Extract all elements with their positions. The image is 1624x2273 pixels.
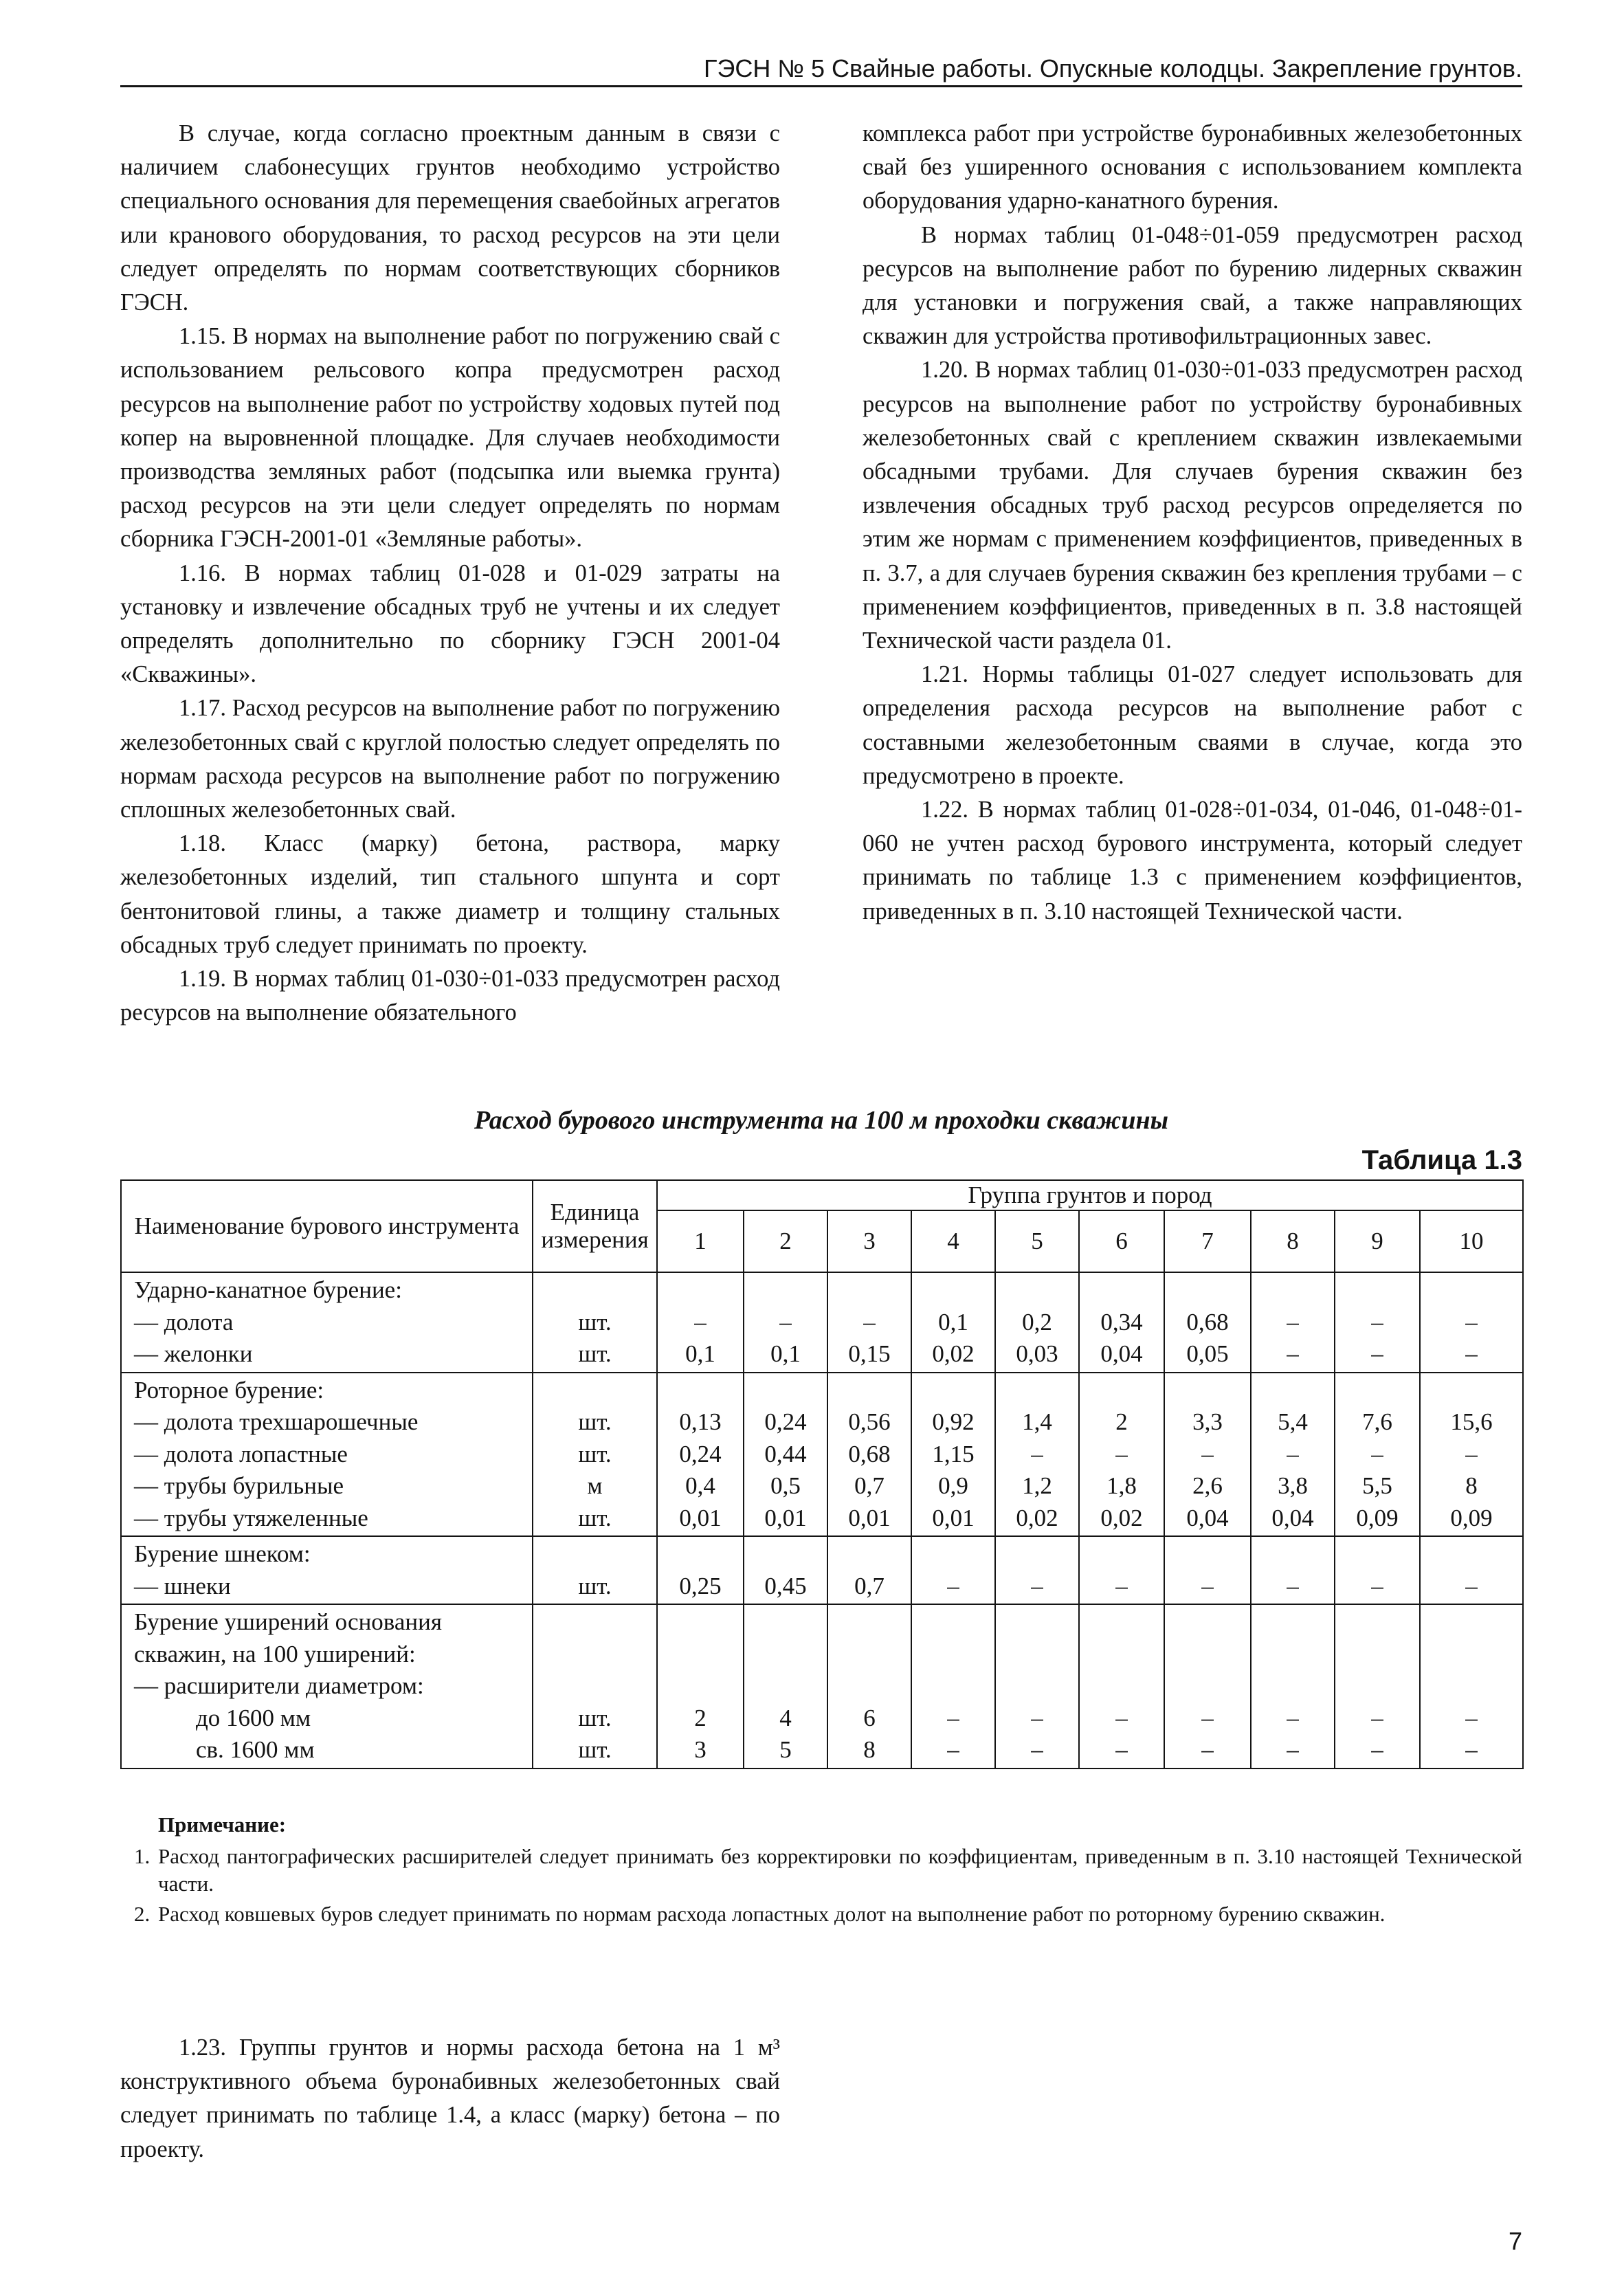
value: – <box>1201 1704 1214 1731</box>
header-soil-group: Группа грунтов и пород <box>657 1180 1523 1210</box>
group-number: 9 <box>1335 1210 1420 1272</box>
value: 0,04 <box>1186 1504 1229 1531</box>
value: – <box>779 1308 792 1335</box>
value-cell <box>1164 1604 1251 1768</box>
left-column <box>120 117 780 1093</box>
value-cell <box>1251 1604 1335 1768</box>
value: 0,09 <box>1356 1504 1399 1531</box>
table-row <box>121 1604 1523 1768</box>
value: – <box>947 1736 959 1763</box>
tool-name: — долота трехшарошечные <box>134 1408 419 1435</box>
value: 0,13 <box>679 1408 722 1435</box>
value: 5 <box>779 1736 792 1763</box>
value <box>1425 1375 1518 1407</box>
value: 0,01 <box>764 1504 807 1531</box>
value: – <box>1287 1572 1299 1599</box>
value: 3 <box>694 1736 707 1763</box>
unit <box>537 1639 652 1671</box>
value: 0,25 <box>679 1572 722 1599</box>
value <box>1425 1274 1518 1307</box>
value-cell <box>1079 1536 1164 1604</box>
value <box>1256 1538 1330 1571</box>
value: 0,68 <box>1186 1308 1229 1335</box>
value <box>1256 1274 1330 1307</box>
value: 3,3 <box>1192 1408 1223 1435</box>
page-number: 7 <box>1508 2227 1522 2255</box>
note-title: Примечание: <box>158 1812 287 1837</box>
value-cell <box>744 1536 827 1604</box>
value <box>1000 1639 1074 1671</box>
value: 0,24 <box>679 1440 722 1467</box>
value <box>662 1639 739 1671</box>
tool-name: св. 1600 мм <box>196 1736 315 1763</box>
value-cell <box>1079 1604 1164 1768</box>
value: – <box>1371 1440 1383 1467</box>
value-cell <box>744 1604 827 1768</box>
value <box>1000 1375 1074 1407</box>
value: – <box>1287 1440 1299 1467</box>
value <box>916 1639 990 1671</box>
value <box>662 1274 739 1307</box>
value <box>1256 1606 1330 1639</box>
value: 2,6 <box>1192 1472 1223 1499</box>
paragraph: комплекса работ при устройстве буронабивных железобетонных свай без уширенного основания с использованием комплекта оборудования ударно-канатного бурения. <box>863 120 1522 214</box>
value: 0,04 <box>1271 1504 1314 1531</box>
value: 8 <box>863 1736 876 1763</box>
table-row <box>121 1536 1523 1604</box>
note-number: 1. <box>134 1844 151 1868</box>
group-number: 6 <box>1079 1210 1164 1272</box>
unit: шт. <box>578 1340 612 1367</box>
paragraph: 1.15. В нормах на выполнение работ по погружению свай с использованием рельсового копра предусмотрен расход ресурсов на выполнение работ по устройству ходовых путей под копер на выровненной площадке. Для случаев необходимости производства земляных работ (подсыпка или выемка грунта) расход ресурсов на эти цели следует определять по нормам сборника ГЭСН-2001-01 «Земляные работы». <box>120 323 780 553</box>
tool-name: — долота лопастные <box>134 1440 348 1467</box>
paragraph: 1.22. В нормах таблиц 01-028÷01-034, 01-046, 01-048÷01-060 не учтен расход бурового инструмента, который следует принимать по таблице 1.3 с применением коэффициентов, приведенных в п. 3.10 настоящей Технической части. <box>863 797 1522 924</box>
value: – <box>1371 1736 1383 1763</box>
value: 1,8 <box>1106 1472 1137 1499</box>
value <box>1000 1606 1074 1639</box>
value-cell <box>911 1604 995 1768</box>
value: 5,4 <box>1278 1408 1308 1435</box>
value: 0,04 <box>1100 1340 1143 1367</box>
value: – <box>1115 1572 1128 1599</box>
value <box>748 1639 823 1671</box>
value-cell <box>657 1536 744 1604</box>
value <box>1256 1375 1330 1407</box>
tool-name: Ударно-канатное бурение: <box>134 1276 402 1303</box>
paragraph: 1.21. Нормы таблицы 01-027 следует использовать для определения расхода ресурсов на выполнение работ с составными железобетонным сваями в случае, когда это предусмотрено в проекте. <box>863 661 1522 789</box>
header-tool-name: Наименование бурового инструмента <box>121 1180 533 1272</box>
value-cell <box>1164 1373 1251 1537</box>
note-number: 2. <box>134 1902 151 1926</box>
value: 1,15 <box>932 1440 975 1467</box>
value: 6 <box>863 1704 876 1731</box>
value-cell <box>1335 1604 1420 1768</box>
value-cell <box>995 1604 1079 1768</box>
table-row <box>121 1373 1523 1537</box>
unit-cell <box>533 1536 657 1604</box>
value-cell <box>1420 1373 1523 1537</box>
unit <box>537 1606 652 1639</box>
tool-name: — желонки <box>134 1340 253 1367</box>
value <box>832 1670 906 1703</box>
value-cell <box>1079 1373 1164 1537</box>
value <box>1339 1375 1415 1407</box>
value <box>916 1670 990 1703</box>
drilling-tool-table <box>120 1179 1522 1769</box>
unit: шт. <box>578 1736 612 1763</box>
value-cell <box>995 1373 1079 1537</box>
value: – <box>1371 1340 1383 1367</box>
unit-cell <box>533 1272 657 1373</box>
value: 0,2 <box>1022 1308 1052 1335</box>
paragraph: 1.18. Класс (марку) бетона, раствора, марку железобетонных изделий, тип стального шпунта и сорт бентонитовой глины, а также диаметр и толщину стальных обсадных труб следует принимать по проекту. <box>120 830 780 958</box>
value-cell <box>911 1536 995 1604</box>
value: 0,02 <box>1100 1504 1143 1531</box>
value-cell <box>657 1604 744 1768</box>
value-cell <box>1079 1272 1164 1373</box>
value: 0,5 <box>770 1472 801 1499</box>
value: – <box>863 1308 876 1335</box>
value: – <box>1371 1704 1383 1731</box>
note-item <box>134 1900 1522 1928</box>
value: – <box>1287 1308 1299 1335</box>
body-columns <box>120 117 1522 1093</box>
value: 1,2 <box>1022 1472 1052 1499</box>
value: 2 <box>1115 1408 1128 1435</box>
table-caption: Расход бурового инструмента на 100 м проходки скважины <box>474 1106 1168 1135</box>
unit: шт. <box>578 1572 612 1599</box>
value: – <box>1201 1440 1214 1467</box>
value-cell <box>827 1272 911 1373</box>
tool-name: Бурение шнеком: <box>134 1540 311 1567</box>
value <box>662 1538 739 1571</box>
unit-cell <box>533 1604 657 1768</box>
value <box>748 1538 823 1571</box>
group-number: 7 <box>1164 1210 1251 1272</box>
paragraph: В нормах таблиц 01-048÷01-059 предусмотрен расход ресурсов на выполнение работ по бурению лидерных скважин для установки и погружения свай, а также направляющих скважин для устройства противофильтрационных завес. <box>863 221 1522 350</box>
value: – <box>947 1572 959 1599</box>
tool-name: — трубы утяжеленные <box>134 1504 368 1531</box>
group-number: 4 <box>911 1210 995 1272</box>
tool-name-cell <box>121 1272 533 1373</box>
value: 0,24 <box>764 1408 807 1435</box>
value: 0,9 <box>938 1472 968 1499</box>
value: 0,02 <box>932 1340 975 1367</box>
paragraph: В случае, когда согласно проектным данным в связи с наличием слабонесущих грунтов необходимо устройство специального основания для перемещения сваебойных агрегатов или кранового оборудования, то расход ресурсов на эти цели следует определять по нормам соответствующих сборников ГЭСН. <box>120 120 780 316</box>
value: – <box>1371 1308 1383 1335</box>
value <box>1256 1670 1330 1703</box>
page-header: ГЭСН № 5 Свайные работы. Опускные колодцы. Закрепление грунтов. <box>120 54 1522 87</box>
value <box>1169 1274 1246 1307</box>
value: – <box>1287 1736 1299 1763</box>
tool-name: скважин, на 100 уширений: <box>134 1640 416 1667</box>
unit <box>537 1670 652 1703</box>
value <box>1084 1606 1159 1639</box>
value <box>832 1606 906 1639</box>
tool-name: Роторное бурение: <box>134 1376 324 1404</box>
value: 0,05 <box>1186 1340 1229 1367</box>
unit: шт. <box>578 1704 612 1731</box>
value: – <box>1201 1736 1214 1763</box>
value: – <box>1465 1572 1478 1599</box>
value <box>662 1375 739 1407</box>
paragraph: 1.20. В нормах таблиц 01-030÷01-033 предусмотрен расход ресурсов на выполнение работ по устройству буронабивных железобетонных свай с креплением скважин извлекаемыми обсадными трубами. Для случаев бурения скважин без извлечения обсадных труб расход ресурсов определяется по этим же нормам с применением коэффициентов, приведенных в п. 3.7, а для случаев бурения скважин без крепления трубами – с применением коэффициентов, приведенных в п. 3.8 настоящей Технической части раздела 01. <box>863 357 1522 654</box>
value <box>1169 1538 1246 1571</box>
tool-name-cell <box>121 1604 533 1768</box>
value <box>748 1606 823 1639</box>
value-cell <box>1420 1604 1523 1768</box>
unit: м <box>587 1472 603 1499</box>
value <box>1339 1670 1415 1703</box>
value <box>1000 1670 1074 1703</box>
value: – <box>1465 1340 1478 1367</box>
value <box>1169 1639 1246 1671</box>
tool-name: — расширители диаметром: <box>134 1672 424 1699</box>
value-cell <box>1164 1272 1251 1373</box>
value <box>662 1606 739 1639</box>
value-cell <box>995 1536 1079 1604</box>
value: – <box>1465 1440 1478 1467</box>
value: 0,56 <box>848 1408 891 1435</box>
paragraph: 1.19. В нормах таблиц 01-030÷01-033 предусмотрен расход ресурсов на выполнение обязательного <box>120 966 780 1026</box>
note-text: Расход ковшевых буров следует принимать по нормам расхода лопастных долот на выполнение работ по роторному бурению скважин. <box>158 1902 1386 1926</box>
value <box>832 1274 906 1307</box>
value-cell <box>911 1373 995 1537</box>
value <box>1339 1274 1415 1307</box>
value: 5,5 <box>1362 1472 1392 1499</box>
value-cell <box>1251 1373 1335 1537</box>
tool-name: — долота <box>134 1308 234 1335</box>
value <box>1084 1274 1159 1307</box>
final-section <box>120 2031 780 2166</box>
value <box>1256 1639 1330 1671</box>
value: 0,68 <box>848 1440 891 1467</box>
value: – <box>1287 1340 1299 1367</box>
unit: шт. <box>578 1408 612 1435</box>
value: – <box>1031 1440 1043 1467</box>
group-number: 10 <box>1420 1210 1523 1272</box>
value: 0,4 <box>685 1472 715 1499</box>
unit <box>537 1274 652 1307</box>
tool-name: Бурение уширений основания <box>134 1608 442 1635</box>
value: – <box>694 1308 707 1335</box>
paragraph: 1.17. Расход ресурсов на выполнение работ по погружению железобетонных свай с круглой полостью следует определять по нормам расхода ресурсов на выполнение работ по погружению сплошных железобетонных свай. <box>120 695 780 823</box>
group-number: 2 <box>744 1210 827 1272</box>
value: 0,7 <box>854 1472 885 1499</box>
header-unit: Единица измерения <box>533 1180 657 1272</box>
paragraph: 1.23. Группы грунтов и нормы расхода бетона на 1 м³ конструктивного объема буронабивных железобетонных свай следует принимать по таблице 1.4, а класс (марку) бетона – по проекту. <box>120 2034 780 2162</box>
value-cell <box>744 1272 827 1373</box>
value: – <box>1201 1572 1214 1599</box>
value-cell <box>1420 1272 1523 1373</box>
value <box>1169 1670 1246 1703</box>
value-cell <box>1335 1536 1420 1604</box>
unit: шт. <box>578 1308 612 1335</box>
value <box>1084 1375 1159 1407</box>
value: – <box>1031 1736 1043 1763</box>
value <box>1000 1538 1074 1571</box>
value <box>916 1274 990 1307</box>
value: 0,03 <box>1016 1340 1058 1367</box>
value: 0,01 <box>679 1504 722 1531</box>
value-cell <box>1335 1272 1420 1373</box>
value: 15,6 <box>1450 1408 1493 1435</box>
value: 0,92 <box>932 1408 975 1435</box>
table-body <box>121 1272 1523 1768</box>
value: 0,09 <box>1450 1504 1493 1531</box>
value <box>1425 1670 1518 1703</box>
value: – <box>947 1704 959 1731</box>
value-cell <box>827 1604 911 1768</box>
group-number: 1 <box>657 1210 744 1272</box>
value <box>1084 1639 1159 1671</box>
tool-name: — трубы бурильные <box>134 1472 344 1499</box>
value <box>832 1375 906 1407</box>
value: 0,44 <box>764 1440 807 1467</box>
value: – <box>1115 1440 1128 1467</box>
value-cell <box>827 1536 911 1604</box>
value: 0,01 <box>932 1504 975 1531</box>
value: 8 <box>1465 1472 1478 1499</box>
value: 0,45 <box>764 1572 807 1599</box>
unit <box>537 1538 652 1571</box>
value <box>916 1538 990 1571</box>
value-cell <box>657 1272 744 1373</box>
note-text: Расход пантографических расширителей следует принимать без корректировки по коэффициентам, приведенным в п. 3.10 настоящей Технической части. <box>158 1844 1522 1896</box>
value: – <box>1287 1704 1299 1731</box>
group-number: 8 <box>1251 1210 1335 1272</box>
value-cell <box>995 1272 1079 1373</box>
value: – <box>1465 1308 1478 1335</box>
value: 0,34 <box>1100 1308 1143 1335</box>
value <box>1169 1606 1246 1639</box>
value <box>916 1375 990 1407</box>
group-number: 3 <box>827 1210 911 1272</box>
value <box>1169 1375 1246 1407</box>
value <box>662 1670 739 1703</box>
group-number: 5 <box>995 1210 1079 1272</box>
value <box>1339 1606 1415 1639</box>
value-cell <box>744 1373 827 1537</box>
table-row <box>121 1272 1523 1373</box>
paragraph: 1.16. В нормах таблиц 01-028 и 01-029 затраты на установку и извлечение обсадных труб не учтены и их следует определять дополнительно по сборнику ГЭСН 2001-04 «Скважины». <box>120 559 780 688</box>
value <box>832 1538 906 1571</box>
unit: шт. <box>578 1504 612 1531</box>
value: – <box>1465 1704 1478 1731</box>
value <box>1425 1538 1518 1571</box>
value: 0,01 <box>848 1504 891 1531</box>
value: – <box>1031 1704 1043 1731</box>
tool-name-cell <box>121 1373 533 1537</box>
value: 0,1 <box>770 1340 801 1367</box>
value: 2 <box>694 1704 707 1731</box>
value-cell <box>1335 1373 1420 1537</box>
note-item <box>134 1843 1522 1898</box>
value: – <box>1115 1704 1128 1731</box>
value: 4 <box>779 1704 792 1731</box>
tool-name: до 1600 мм <box>196 1704 311 1731</box>
value <box>1084 1670 1159 1703</box>
value-cell <box>1164 1536 1251 1604</box>
value <box>1425 1639 1518 1671</box>
value <box>1339 1538 1415 1571</box>
value-cell <box>657 1373 744 1537</box>
value: 0,1 <box>938 1308 968 1335</box>
value <box>748 1670 823 1703</box>
value: 7,6 <box>1362 1408 1392 1435</box>
value: – <box>1031 1572 1043 1599</box>
right-column <box>863 117 1522 1093</box>
value <box>1000 1274 1074 1307</box>
value: 1,4 <box>1022 1408 1052 1435</box>
value: 0,02 <box>1016 1504 1058 1531</box>
value: – <box>1465 1736 1478 1763</box>
value: – <box>1371 1572 1383 1599</box>
table-note <box>134 1811 1522 1931</box>
unit: шт. <box>578 1440 612 1467</box>
data-table <box>120 1179 1524 1769</box>
value <box>748 1274 823 1307</box>
value <box>1425 1606 1518 1639</box>
unit <box>537 1375 652 1407</box>
unit-cell <box>533 1373 657 1537</box>
value: 3,8 <box>1278 1472 1308 1499</box>
table-label: Таблица 1.3 <box>1361 1145 1522 1175</box>
value-cell <box>1420 1536 1523 1604</box>
value <box>916 1606 990 1639</box>
value-cell <box>827 1373 911 1537</box>
value-cell <box>911 1272 995 1373</box>
value-cell <box>1251 1272 1335 1373</box>
value-cell <box>1251 1536 1335 1604</box>
value: 0,15 <box>848 1340 891 1367</box>
value <box>832 1639 906 1671</box>
value: – <box>1115 1736 1128 1763</box>
value <box>1339 1639 1415 1671</box>
tool-name-cell <box>121 1536 533 1604</box>
tool-name: — шнеки <box>134 1572 231 1599</box>
value <box>748 1375 823 1407</box>
value: 0,1 <box>685 1340 715 1367</box>
value: 0,7 <box>854 1572 885 1599</box>
value <box>1084 1538 1159 1571</box>
